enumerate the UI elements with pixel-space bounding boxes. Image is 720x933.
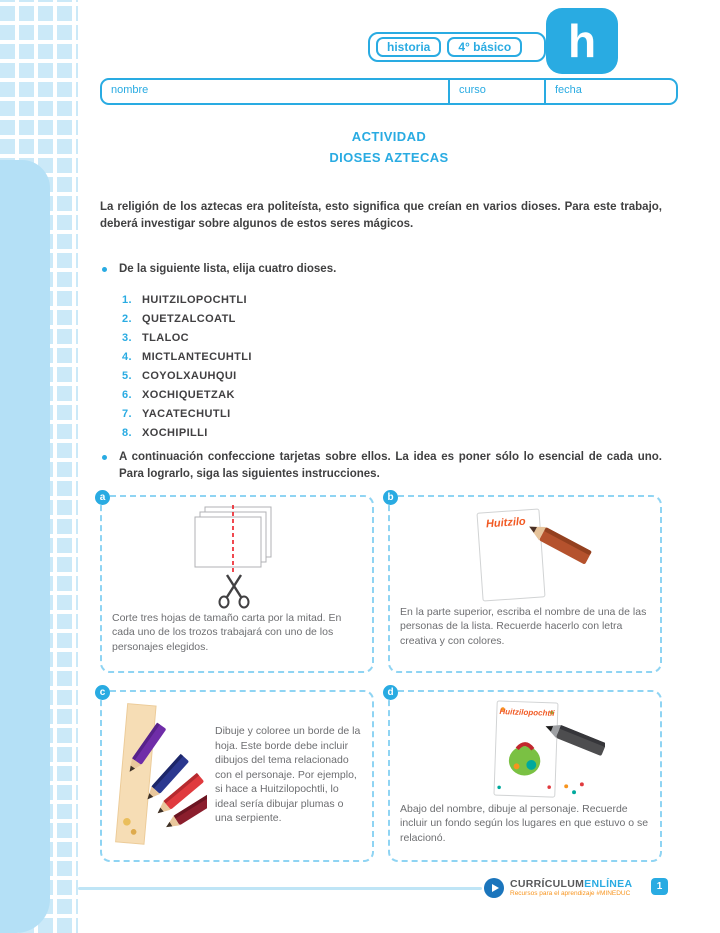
- page-number-badge: 1: [651, 878, 668, 895]
- instruction-bullet-1: [100, 261, 662, 278]
- tab-subject: historia: [376, 37, 441, 57]
- god-name: XOCHIQUETZAK: [142, 389, 235, 401]
- step-letter-badge: a: [95, 490, 110, 505]
- steps-grid: [99, 492, 662, 862]
- step-letter-badge: c: [95, 685, 110, 700]
- bullet-text: A continuación confeccione tarjetas sobre ellos. La idea es poner sólo lo esencial de cada uno. Para lograrlo, siga las siguientes instrucciones.: [119, 451, 662, 481]
- write-name-illustration: [450, 505, 600, 605]
- brand-name-part1: CURRÍCULUM: [510, 877, 585, 890]
- bullet-dot: [102, 267, 107, 272]
- cut-sheets-illustration: [167, 505, 307, 611]
- pencil-icon: [112, 698, 207, 850]
- list-number: 5.: [122, 370, 132, 382]
- list-number: 6.: [122, 389, 132, 401]
- god-name: TLALOC: [142, 332, 190, 344]
- card-handwritten-name: Huitzilopochtli: [499, 707, 555, 718]
- list-item: [122, 329, 252, 348]
- colored-pencils-illustration: [112, 698, 207, 850]
- tab-grade: 4° básico: [447, 37, 522, 57]
- card-handwritten-name: Huitzilo: [485, 515, 527, 531]
- bullet-dot: [102, 455, 107, 460]
- step-instruction: En la parte superior, escriba el nombre de una de las personas de la lista. Recuerde hacerlo con letra creativa y con colores.: [400, 606, 647, 647]
- history-logo-letter: h: [567, 15, 597, 67]
- step-instruction: Dibuje y coloree un borde de la hoja. Este borde debe incluir dibujos del tema relacionado con el personaje. Por ejemplo, si hace a Huitzilopochtli, lo ideal sería dibujar plumas o una serpiente.: [215, 725, 361, 825]
- step-letter-badge: b: [383, 490, 398, 505]
- gods-list: [122, 291, 252, 443]
- list-number: 8.: [122, 427, 132, 439]
- history-logo: [546, 8, 618, 74]
- scissors-icon: [167, 505, 307, 611]
- step-instruction: Abajo del nombre, dibuje al personaje. Recuerde incluir un fondo según los lugares en que estuvo o se relacionó.: [400, 803, 649, 844]
- mosaic-border-blob: [0, 160, 50, 933]
- footer-divider-line: [78, 887, 482, 890]
- god-name: YACATECHUTLI: [142, 408, 231, 420]
- title-line-activity: ACTIVIDAD: [351, 129, 427, 144]
- step-box-a: [99, 492, 374, 673]
- god-name: COYOLXAUHQUI: [142, 370, 237, 382]
- name-field[interactable]: nombre: [111, 84, 149, 96]
- list-item: [122, 291, 252, 310]
- intro-paragraph: La religión de los aztecas era politeísta, esto significa que creían en varios dioses. Para este trabajo, deberá investigar sobre algunos de estos seres mágicos.: [100, 201, 662, 231]
- curriculum-en-linea-brand: [484, 876, 632, 900]
- brand-name-part2: ENLÍNEA: [584, 877, 633, 890]
- step-box-d: [387, 687, 662, 862]
- list-number: 1.: [122, 294, 132, 306]
- god-name: HUITZILOPOCHTLI: [142, 294, 247, 306]
- list-number: 4.: [122, 351, 132, 363]
- draw-character-illustration: [445, 700, 605, 802]
- god-name: QUETZALCOATL: [142, 313, 236, 325]
- list-number: 2.: [122, 313, 132, 325]
- subject-tabs-container: [368, 32, 546, 62]
- step-instruction: Corte tres hojas de tamaño carta por la mitad. En cada uno de los trozos trabajará con uno de los personajes elegidos.: [112, 612, 342, 653]
- list-number: 7.: [122, 408, 132, 420]
- brand-tagline: Recursos para el aprendizaje #MINEDUC: [510, 890, 631, 898]
- instruction-bullet-2: [100, 449, 662, 484]
- student-info-bar: [100, 78, 678, 105]
- list-item: [122, 386, 252, 405]
- list-item: [122, 367, 252, 386]
- play-icon: [484, 878, 504, 898]
- page-title: [100, 127, 678, 169]
- title-line-subject: DIOSES AZTECAS: [329, 149, 449, 165]
- step-box-b: [387, 492, 662, 673]
- date-field[interactable]: fecha: [544, 80, 676, 103]
- list-item: [122, 310, 252, 329]
- list-number: 3.: [122, 332, 132, 344]
- god-name: XOCHIPILLI: [142, 427, 208, 439]
- list-item: [122, 424, 252, 443]
- bullet-text: De la siguiente lista, elija cuatro dioses.: [119, 263, 337, 275]
- list-item: [122, 405, 252, 424]
- step-letter-badge: d: [383, 685, 398, 700]
- god-name: MICTLANTECUHTLI: [142, 351, 252, 363]
- step-box-c: [99, 687, 374, 862]
- list-item: [122, 348, 252, 367]
- course-field[interactable]: curso: [448, 80, 544, 103]
